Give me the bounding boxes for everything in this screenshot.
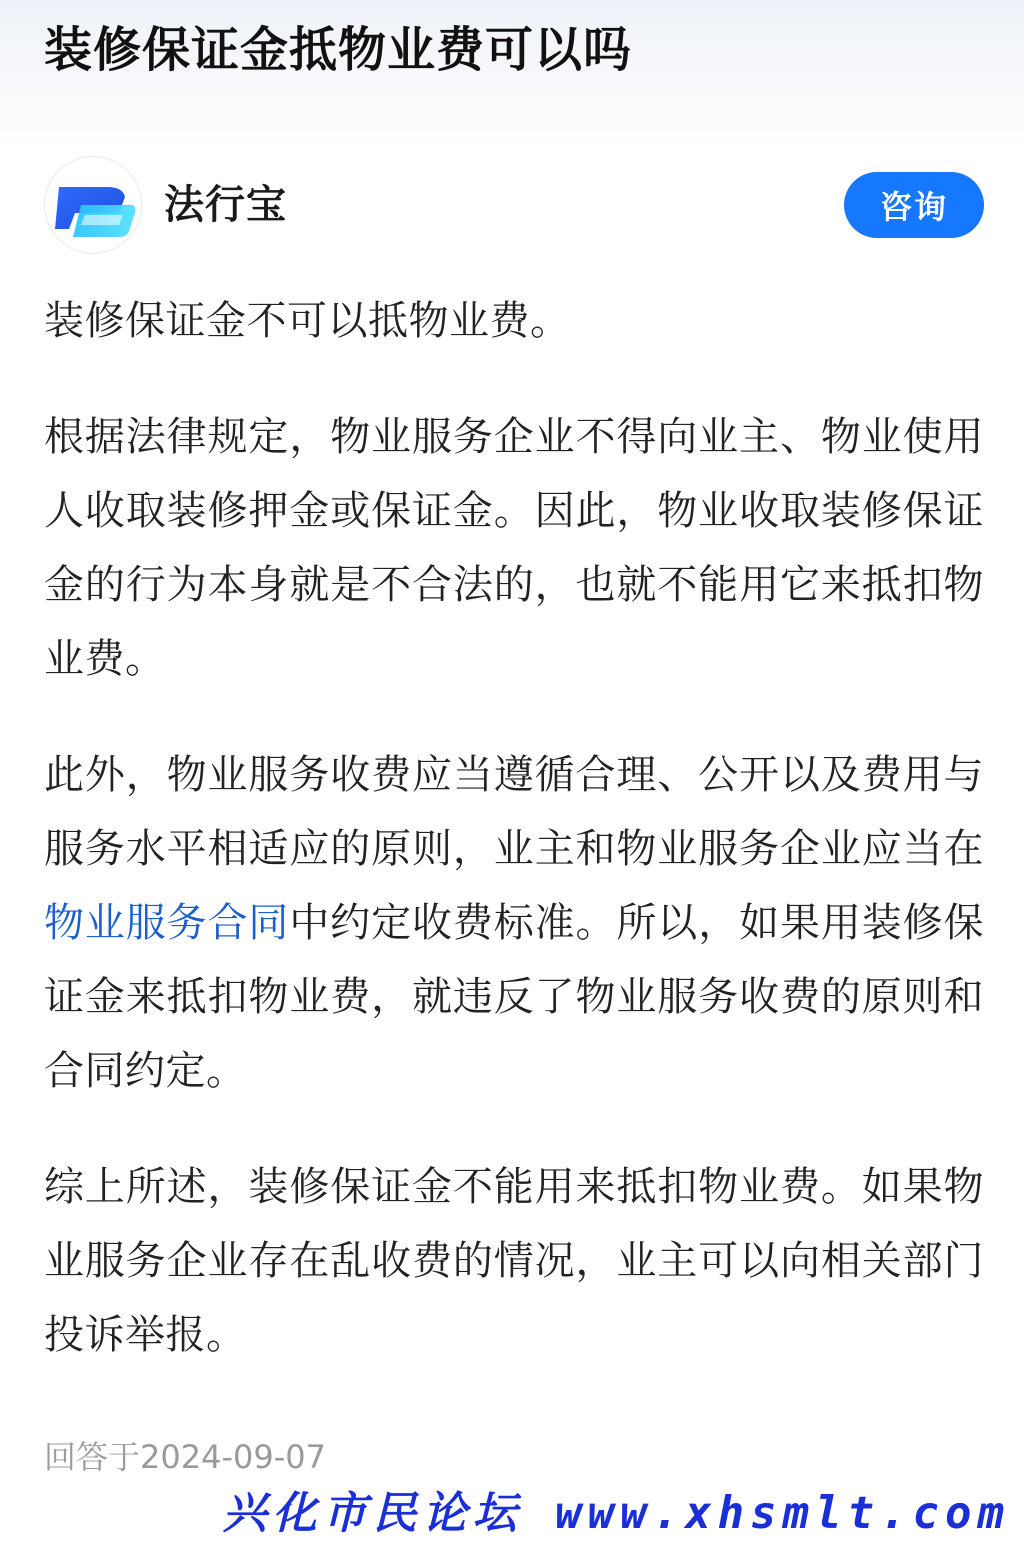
answer-paragraph-4: 综上所述，装修保证金不能用来抵扣物业费。如果物业服务企业存在乱收费的情况，业主可以向相关部门投诉举报。 <box>44 1164 984 1358</box>
answer-paragraph-3 <box>44 738 984 1108</box>
answer-paragraph-1: 装修保证金不可以抵物业费。 <box>44 298 571 344</box>
consult-button[interactable]: 咨询 <box>844 172 984 238</box>
answer-paragraph-3-before: 此外，物业服务收费应当遵循合理、公开以及费用与服务水平相适应的原则，业主和物业服务企业应当在 <box>44 752 984 872</box>
answer-date: 回答于2024-09-07 <box>44 1438 326 1476</box>
page-title: 装修保证金抵物业费可以吗 <box>44 22 633 78</box>
answer-paragraph-2: 根据法律规定，物业服务企业不得向业主、物业使用人收取装修押金或保证金。因此，物业收取装修保证金的行为本身就是不合法的，也就不能用它来抵扣物业费。 <box>44 414 984 682</box>
answer-content <box>44 284 984 1414</box>
fa-xing-bao-logo-icon[interactable] <box>44 156 142 254</box>
forum-watermark: 兴化市民论坛 www.xhsmlt.com <box>222 1488 1010 1539</box>
author-name[interactable]: 法行宝 <box>164 182 287 228</box>
property-service-contract-link[interactable]: 物业服务合同 <box>44 900 290 946</box>
answer-paragraph-3-after: 中约定收费标准。所以，如果用装修保证金来抵扣物业费，就违反了物业服务收费的原则和合同约定。 <box>44 900 985 1094</box>
author-row <box>44 156 984 254</box>
